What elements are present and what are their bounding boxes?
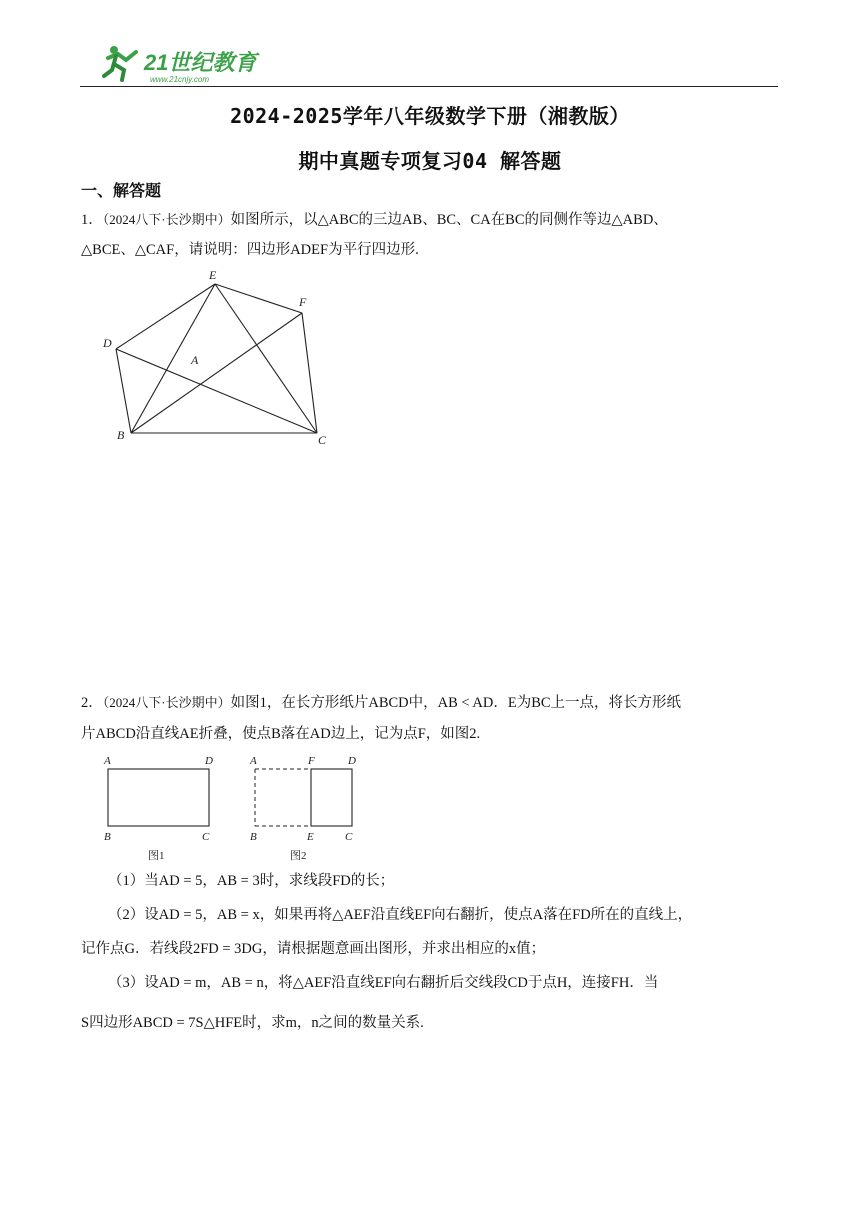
q2-line2: 片ABCD沿直线AE折叠，使点B落在AD边上，记为点F，如图2. (81, 726, 481, 742)
q2-intro-1: 如图1，在长方形纸片ABCD中，AB < AD．E为BC上一点，将长方形纸 (230, 695, 682, 711)
page-title: 2024-2025学年八年级数学下册（湘教版） (230, 104, 630, 128)
q2-part2-line2: 记作点G．若线段2FD = 3DG，请根据题意画出图形，并求出相应的x值； (81, 941, 546, 957)
fig2-label-b: B (250, 831, 257, 843)
site-logo (100, 40, 280, 85)
label-d: D (103, 336, 112, 350)
q1-number: 1． (81, 212, 103, 228)
q1-line2: △BCE、△CAF，请说明：四边形ADEF为平行四边形. (81, 242, 419, 258)
fig1-rectangle (108, 769, 209, 826)
fig2-label-a: A (250, 755, 257, 767)
edge-dc (116, 349, 317, 433)
q1-source: （2024八下·长沙期中） (102, 212, 231, 227)
section-heading: 一、解答题 (81, 183, 162, 200)
fig1-label-a: A (104, 755, 111, 767)
logo-url: www.21cnjy.com (150, 75, 209, 84)
fig2-label-e: E (307, 831, 314, 843)
label-e: E (209, 268, 217, 282)
q2-figures (98, 752, 368, 864)
fig1-label-b: B (104, 831, 111, 843)
page-subtitle: 期中真题专项复习04 解答题 (298, 149, 562, 173)
q2-part2-line1: （2）设AD = 5，AB = x，如果再将△AEF沿直线EF向右翻折，使点A落在FD所在的直线上， (108, 907, 693, 923)
q2-part3-line1: （3）设AD = m，AB = n，将△AEF沿直线EF向右翻折后交线段CD于点H，连接FH．当 (108, 975, 659, 991)
label-f: F (299, 295, 307, 309)
fig2-label-c: C (345, 831, 353, 843)
q1-line1 (81, 210, 668, 230)
edge-eb (131, 284, 215, 433)
label-b: B (117, 428, 125, 442)
header-rule (80, 86, 778, 87)
edge-db (116, 349, 131, 433)
q2-part3-line2: S四边形ABCD = 7S△HFE时，求m，n之间的数量关系. (81, 1015, 424, 1031)
fig2-caption: 图2 (290, 850, 307, 862)
runner-icon (104, 46, 136, 80)
edge-de (116, 284, 215, 349)
edge-ef (215, 284, 302, 313)
fig2-label-d: D (348, 755, 356, 767)
q2-source: （2024八下·长沙期中） (102, 695, 231, 710)
fig1-caption: 图1 (148, 850, 165, 862)
label-c: C (318, 433, 327, 447)
fig1-label-c: C (202, 831, 210, 843)
q1-text-1: 如图所示，以△ABC的三边AB、BC、CA在BC的同侧作等边△ABD、 (230, 212, 668, 228)
fig1-label-d: D (205, 755, 213, 767)
q2-part1: （1）当AD = 5，AB = 3时，求线段FD的长； (108, 873, 395, 889)
fig2-rectangle (311, 769, 352, 826)
q2-line1 (81, 693, 681, 713)
fig2-label-f: F (308, 755, 315, 767)
q2-number: 2． (81, 695, 103, 711)
label-a: A (191, 353, 199, 367)
logo-text: 21世纪教育 (144, 50, 257, 75)
q1-figure (100, 265, 340, 450)
